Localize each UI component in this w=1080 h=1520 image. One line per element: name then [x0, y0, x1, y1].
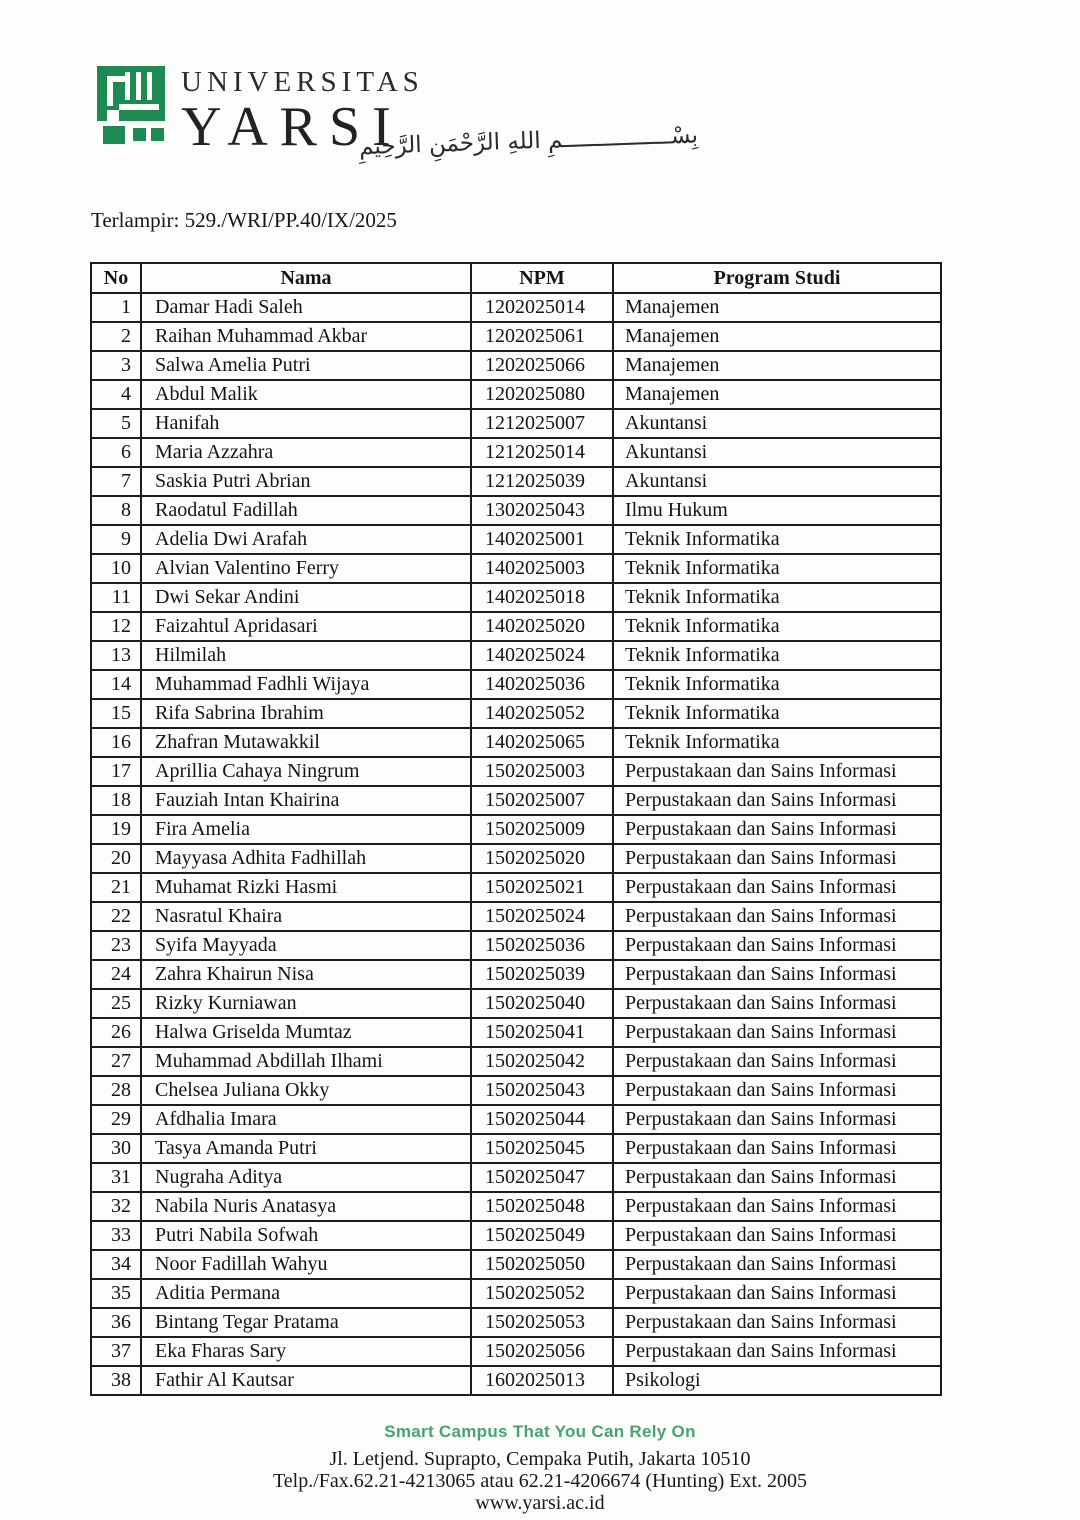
- cell-program: Perpustakaan dan Sains Informasi: [613, 1018, 941, 1047]
- cell-nama: Alvian Valentino Ferry: [141, 554, 471, 583]
- footer-phone: Telp./Fax.62.21-4213065 atau 62.21-4206674 (Hunting) Ext. 2005: [272, 1470, 808, 1492]
- cell-program: Ilmu Hukum: [613, 496, 941, 525]
- table-row: [91, 844, 941, 873]
- cell-nama: Bintang Tegar Pratama: [141, 1308, 471, 1337]
- cell-npm: 1502025049: [471, 1221, 613, 1250]
- cell-no: 5: [91, 409, 141, 438]
- table-row: [91, 554, 941, 583]
- cell-program: Perpustakaan dan Sains Informasi: [613, 1163, 941, 1192]
- cell-no: 21: [91, 873, 141, 902]
- table-row: [91, 670, 941, 699]
- table-row: [91, 1337, 941, 1366]
- cell-no: 34: [91, 1250, 141, 1279]
- cell-no: 16: [91, 728, 141, 757]
- cell-npm: 1502025043: [471, 1076, 613, 1105]
- table-row: [91, 873, 941, 902]
- cell-nama: Adelia Dwi Arafah: [141, 525, 471, 554]
- cell-npm: 1402025024: [471, 641, 613, 670]
- cell-program: Perpustakaan dan Sains Informasi: [613, 1308, 941, 1337]
- table-header-row: [91, 263, 941, 293]
- cell-npm: 1502025050: [471, 1250, 613, 1279]
- cell-nama: Faizahtul Apridasari: [141, 612, 471, 641]
- university-name-line1: UNIVERSITAS: [181, 66, 424, 98]
- cell-nama: Mayyasa Adhita Fadhillah: [141, 844, 471, 873]
- table-row: [91, 757, 941, 786]
- table-row: [91, 1163, 941, 1192]
- cell-npm: 1502025045: [471, 1134, 613, 1163]
- cell-npm: 1502025041: [471, 1018, 613, 1047]
- cell-program: Akuntansi: [613, 409, 941, 438]
- cell-npm: 1212025014: [471, 438, 613, 467]
- cell-no: 27: [91, 1047, 141, 1076]
- cell-npm: 1502025003: [471, 757, 613, 786]
- cell-program: Perpustakaan dan Sains Informasi: [613, 815, 941, 844]
- cell-no: 10: [91, 554, 141, 583]
- cell-no: 9: [91, 525, 141, 554]
- cell-nama: Hanifah: [141, 409, 471, 438]
- table-row: [91, 931, 941, 960]
- cell-no: 29: [91, 1105, 141, 1134]
- cell-program: Perpustakaan dan Sains Informasi: [613, 757, 941, 786]
- cell-program: Perpustakaan dan Sains Informasi: [613, 1134, 941, 1163]
- table-row: [91, 1366, 941, 1395]
- cell-no: 2: [91, 322, 141, 351]
- cell-no: 36: [91, 1308, 141, 1337]
- cell-no: 38: [91, 1366, 141, 1395]
- cell-npm: 1402025003: [471, 554, 613, 583]
- cell-program: Teknik Informatika: [613, 612, 941, 641]
- cell-npm: 1502025021: [471, 873, 613, 902]
- footer-address: Jl. Letjend. Suprapto, Cempaka Putih, Jakarta 10510: [329, 1448, 751, 1470]
- cell-nama: Fira Amelia: [141, 815, 471, 844]
- cell-nama: Nugraha Aditya: [141, 1163, 471, 1192]
- table-row: [91, 351, 941, 380]
- cell-nama: Halwa Griselda Mumtaz: [141, 1018, 471, 1047]
- cell-no: 11: [91, 583, 141, 612]
- cell-no: 33: [91, 1221, 141, 1250]
- cell-program: Manajemen: [613, 351, 941, 380]
- cell-nama: Abdul Malik: [141, 380, 471, 409]
- cell-no: 18: [91, 786, 141, 815]
- cell-npm: 1502025040: [471, 989, 613, 1018]
- table-row: [91, 989, 941, 1018]
- cell-npm: 1502025007: [471, 786, 613, 815]
- cell-npm: 1202025014: [471, 293, 613, 322]
- cell-program: Perpustakaan dan Sains Informasi: [613, 844, 941, 873]
- table-row: [91, 380, 941, 409]
- table-row: [91, 1076, 941, 1105]
- cell-npm: 1502025036: [471, 931, 613, 960]
- cell-program: Akuntansi: [613, 467, 941, 496]
- cell-no: 37: [91, 1337, 141, 1366]
- table-row: [91, 496, 941, 525]
- cell-nama: Noor Fadillah Wahyu: [141, 1250, 471, 1279]
- cell-no: 6: [91, 438, 141, 467]
- cell-nama: Saskia Putri Abrian: [141, 467, 471, 496]
- table-row: [91, 1279, 941, 1308]
- cell-program: Perpustakaan dan Sains Informasi: [613, 1337, 941, 1366]
- cell-no: 13: [91, 641, 141, 670]
- cell-no: 31: [91, 1163, 141, 1192]
- cell-no: 30: [91, 1134, 141, 1163]
- cell-nama: Chelsea Juliana Okky: [141, 1076, 471, 1105]
- cell-no: 25: [91, 989, 141, 1018]
- table-body: [91, 293, 941, 1395]
- cell-nama: Zahra Khairun Nisa: [141, 960, 471, 989]
- table-row: [91, 467, 941, 496]
- cell-no: 4: [91, 380, 141, 409]
- cell-no: 17: [91, 757, 141, 786]
- cell-program: Perpustakaan dan Sains Informasi: [613, 1279, 941, 1308]
- cell-nama: Afdhalia Imara: [141, 1105, 471, 1134]
- cell-npm: 1502025024: [471, 902, 613, 931]
- cell-nama: Syifa Mayyada: [141, 931, 471, 960]
- table-row: [91, 322, 941, 351]
- table-row: [91, 786, 941, 815]
- cell-npm: 1502025048: [471, 1192, 613, 1221]
- cell-program: Teknik Informatika: [613, 699, 941, 728]
- cell-program: Manajemen: [613, 322, 941, 351]
- cell-nama: Fathir Al Kautsar: [141, 1366, 471, 1395]
- cell-program: Psikologi: [613, 1366, 941, 1395]
- cell-no: 12: [91, 612, 141, 641]
- table-row: [91, 438, 941, 467]
- cell-npm: 1212025007: [471, 409, 613, 438]
- cell-npm: 1212025039: [471, 467, 613, 496]
- cell-nama: Tasya Amanda Putri: [141, 1134, 471, 1163]
- cell-npm: 1402025036: [471, 670, 613, 699]
- cell-program: Teknik Informatika: [613, 728, 941, 757]
- cell-npm: 1202025061: [471, 322, 613, 351]
- cell-nama: Nasratul Khaira: [141, 902, 471, 931]
- table-row: [91, 583, 941, 612]
- page-footer: [0, 1422, 1080, 1514]
- cell-program: Teknik Informatika: [613, 583, 941, 612]
- cell-no: 32: [91, 1192, 141, 1221]
- cell-npm: 1402025018: [471, 583, 613, 612]
- cell-no: 14: [91, 670, 141, 699]
- cell-nama: Damar Hadi Saleh: [141, 293, 471, 322]
- cell-nama: Aditia Permana: [141, 1279, 471, 1308]
- cell-nama: Muhamat Rizki Hasmi: [141, 873, 471, 902]
- table-row: [91, 1105, 941, 1134]
- cell-program: Manajemen: [613, 293, 941, 322]
- cell-nama: Muhammad Abdillah Ilhami: [141, 1047, 471, 1076]
- campus-tagline: Smart Campus That You Can Rely On: [384, 1422, 696, 1441]
- cell-no: 20: [91, 844, 141, 873]
- cell-no: 23: [91, 931, 141, 960]
- attachment-reference: Terlampir: 529./WRI/PP.40/IX/2025: [91, 208, 397, 232]
- cell-npm: 1502025056: [471, 1337, 613, 1366]
- cell-npm: 1502025020: [471, 844, 613, 873]
- cell-nama: Zhafran Mutawakkil: [141, 728, 471, 757]
- cell-npm: 1502025053: [471, 1308, 613, 1337]
- cell-no: 7: [91, 467, 141, 496]
- cell-no: 35: [91, 1279, 141, 1308]
- cell-nama: Rifa Sabrina Ibrahim: [141, 699, 471, 728]
- cell-no: 26: [91, 1018, 141, 1047]
- cell-program: Teknik Informatika: [613, 525, 941, 554]
- table-row: [91, 1018, 941, 1047]
- table-row: [91, 1047, 941, 1076]
- cell-program: Teknik Informatika: [613, 554, 941, 583]
- table-row: [91, 960, 941, 989]
- cell-no: 3: [91, 351, 141, 380]
- cell-nama: Putri Nabila Sofwah: [141, 1221, 471, 1250]
- cell-program: Perpustakaan dan Sains Informasi: [613, 989, 941, 1018]
- cell-program: Perpustakaan dan Sains Informasi: [613, 786, 941, 815]
- cell-npm: 1502025042: [471, 1047, 613, 1076]
- table-row: [91, 409, 941, 438]
- cell-npm: 1502025044: [471, 1105, 613, 1134]
- table-row: [91, 815, 941, 844]
- table-row: [91, 699, 941, 728]
- cell-nama: Aprillia Cahaya Ningrum: [141, 757, 471, 786]
- cell-nama: Dwi Sekar Andini: [141, 583, 471, 612]
- cell-program: Perpustakaan dan Sains Informasi: [613, 1221, 941, 1250]
- cell-no: 28: [91, 1076, 141, 1105]
- table-row: [91, 1308, 941, 1337]
- cell-program: Perpustakaan dan Sains Informasi: [613, 1076, 941, 1105]
- cell-program: Perpustakaan dan Sains Informasi: [613, 902, 941, 931]
- cell-no: 19: [91, 815, 141, 844]
- cell-nama: Maria Azzahra: [141, 438, 471, 467]
- cell-program: Akuntansi: [613, 438, 941, 467]
- cell-npm: 1402025020: [471, 612, 613, 641]
- table-row: [91, 1221, 941, 1250]
- cell-nama: Muhammad Fadhli Wijaya: [141, 670, 471, 699]
- table-row: [91, 1192, 941, 1221]
- cell-nama: Fauziah Intan Khairina: [141, 786, 471, 815]
- table-row: [91, 612, 941, 641]
- table-row: [91, 1134, 941, 1163]
- cell-nama: Eka Fharas Sary: [141, 1337, 471, 1366]
- cell-program: Teknik Informatika: [613, 641, 941, 670]
- cell-no: 15: [91, 699, 141, 728]
- column-header-npm: NPM: [471, 263, 613, 293]
- cell-nama: Nabila Nuris Anatasya: [141, 1192, 471, 1221]
- cell-nama: Raihan Muhammad Akbar: [141, 322, 471, 351]
- student-roster-table: [90, 262, 942, 1396]
- cell-no: 8: [91, 496, 141, 525]
- cell-npm: 1202025066: [471, 351, 613, 380]
- cell-no: 22: [91, 902, 141, 931]
- column-header-no: No: [91, 263, 141, 293]
- footer-website: www.yarsi.ac.id: [475, 1492, 605, 1514]
- cell-no: 24: [91, 960, 141, 989]
- cell-npm: 1502025047: [471, 1163, 613, 1192]
- cell-npm: 1602025013: [471, 1366, 613, 1395]
- table-row: [91, 1250, 941, 1279]
- cell-nama: Hilmilah: [141, 641, 471, 670]
- cell-npm: 1502025039: [471, 960, 613, 989]
- cell-program: Perpustakaan dan Sains Informasi: [613, 873, 941, 902]
- cell-npm: 1502025009: [471, 815, 613, 844]
- cell-program: Perpustakaan dan Sains Informasi: [613, 1047, 941, 1076]
- column-header-nama: Nama: [141, 263, 471, 293]
- cell-npm: 1302025043: [471, 496, 613, 525]
- table-row: [91, 293, 941, 322]
- cell-program: Perpustakaan dan Sains Informasi: [613, 960, 941, 989]
- university-name-line2: YARSI: [181, 96, 403, 158]
- table-header: [91, 263, 941, 293]
- cell-npm: 1202025080: [471, 380, 613, 409]
- cell-nama: Salwa Amelia Putri: [141, 351, 471, 380]
- table-row: [91, 902, 941, 931]
- yarsi-logo-icon: [95, 66, 167, 146]
- cell-program: Teknik Informatika: [613, 670, 941, 699]
- column-header-program: Program Studi: [613, 263, 941, 293]
- cell-no: 1: [91, 293, 141, 322]
- cell-program: Perpustakaan dan Sains Informasi: [613, 1250, 941, 1279]
- table-row: [91, 525, 941, 554]
- cell-nama: Rizky Kurniawan: [141, 989, 471, 1018]
- cell-npm: 1402025001: [471, 525, 613, 554]
- cell-program: Perpustakaan dan Sains Informasi: [613, 1105, 941, 1134]
- cell-npm: 1402025052: [471, 699, 613, 728]
- table-row: [91, 641, 941, 670]
- cell-program: Perpustakaan dan Sains Informasi: [613, 931, 941, 960]
- cell-npm: 1402025065: [471, 728, 613, 757]
- cell-npm: 1502025052: [471, 1279, 613, 1308]
- cell-program: Perpustakaan dan Sains Informasi: [613, 1192, 941, 1221]
- table-row: [91, 728, 941, 757]
- cell-nama: Raodatul Fadillah: [141, 496, 471, 525]
- cell-program: Manajemen: [613, 380, 941, 409]
- bismillah-calligraphy: بِسْــــــــــــــــمِ اللهِ الرَّحْمَنِ الرَّحِيمِ: [358, 122, 699, 161]
